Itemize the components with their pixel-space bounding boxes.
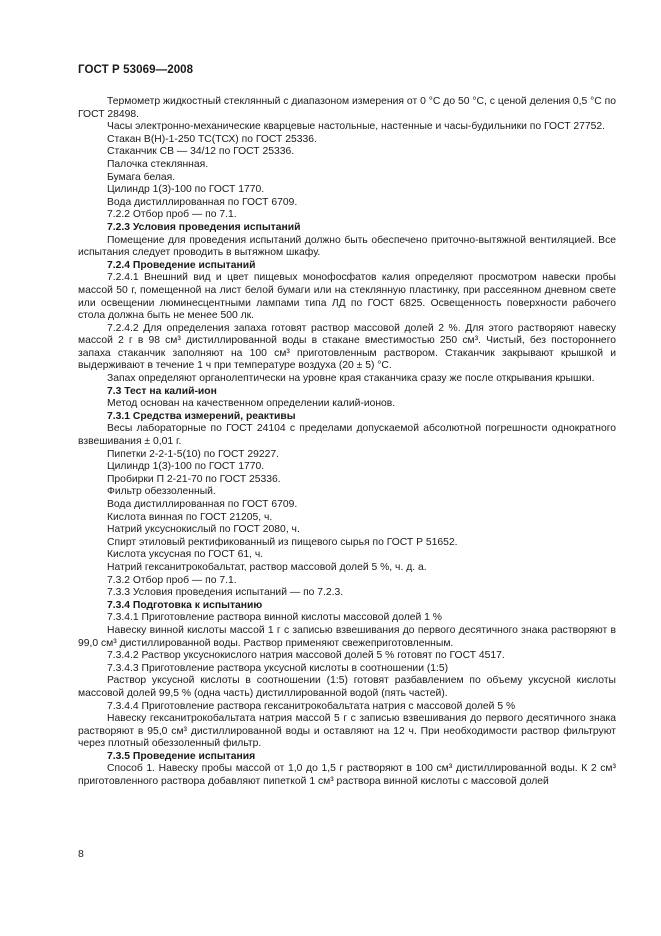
section-7-3-4-3: 7.3.4.3 Приготовление раствора уксусной кислоты в соотношении (1:5) xyxy=(107,662,449,674)
heading-7-2-4: 7.2.4 Проведение испытаний xyxy=(107,259,256,271)
heading-7-3-4: 7.3.4 Подготовка к испытанию xyxy=(107,599,263,611)
paragraph-ethanol: Спирт этиловый ректификованный из пищевого сырья по ГОСТ Р 51652. xyxy=(107,536,458,548)
page-number: 8 xyxy=(78,848,84,860)
section-7-2-2: 7.2.2 Отбор проб — по 7.1. xyxy=(107,209,237,221)
paragraph-clock: Часы электронно-механические кварцевые настольные, настенные и часы-будильники по ГОСТ 27752. xyxy=(107,121,606,133)
section-7-3-4-1: 7.3.4.1 Приготовление раствора винной кислоты массовой долей 1 % xyxy=(107,612,442,624)
paragraph-beaker: Стакан В(Н)-1-250 ТС(ТСХ) по ГОСТ 25336. xyxy=(107,133,317,145)
paragraph-acetic-solution: Раствор уксусной кислоты в соотношении (1:5) готовят разбавлением по объему уксусной кислоты массовой долей 99,5 % (одна часть) дистиллированной водой (пять частей). xyxy=(78,675,616,699)
paragraph-glass-rod: Палочка стеклянная. xyxy=(107,158,209,170)
paragraph-cobaltate-solution: Навеску гексанитрокобальтата натрия массой 5 г с записью взвешивания до первого десятичного знака растворяют в 95,0 см³ дистиллированной воды и оставляют на 12 ч. При необходимости раствор фильтруют через плотный обеззоленный фильтр. xyxy=(78,713,616,750)
paragraph-cylinder: Цилиндр 1(3)-100 по ГОСТ 1770. xyxy=(107,184,265,196)
heading-7-3-5: 7.3.5 Проведение испытания xyxy=(107,750,256,762)
paragraph-scales: Весы лабораторные по ГОСТ 24104 с пределами допускаемой абсолютной погрешности однократного взвешивания ± 0,01 г. xyxy=(78,423,616,448)
paragraph-filter: Фильтр обеззоленный. xyxy=(107,486,216,498)
section-7-3-4-4: 7.3.4.4 Приготовление раствора гексанитрокобальтата натрия с массовой долей 5 % xyxy=(107,700,516,712)
section-7-2-4-2: 7.2.4.2 Для определения запаха готовят раствор массовой долей 2 %. Для этого растворяют навеску массой 2 г в 98 см³ дистиллированной воды в стакане вместимостью 250 см³. Чистый, без постороннего запаха стаканчик заполняют на 100 см³ приготовленным раствором. Стаканчик закрывают крышкой и выдерживают в течение 1 ч при температуре воздуха (20 ± 5) °С. xyxy=(78,322,616,372)
paragraph-distilled-water: Вода дистиллированная по ГОСТ 6709. xyxy=(107,196,298,208)
document-header: ГОСТ Р 53069—2008 xyxy=(78,64,194,76)
paragraph-tartaric-acid: Кислота винная по ГОСТ 21205, ч. xyxy=(107,511,273,523)
paragraph-tartaric-solution: Навеску винной кислоты массой 1 г с записью взвешивания до первого десятичного знака растворяют в 99,0 см³ дистиллированной воды. Раствор применяют свежеприготовленным. xyxy=(78,624,616,649)
section-7-3-2: 7.3.2 Отбор проб — по 7.1. xyxy=(107,574,237,586)
paragraph-white-paper: Бумага белая. xyxy=(107,171,176,183)
heading-7-2-3: 7.2.3 Условия проведения испытаний xyxy=(107,221,301,233)
paragraph-distilled-water-2: Вода дистиллированная по ГОСТ 6709. xyxy=(107,499,298,510)
heading-7-3-1: 7.3.1 Средства измерений, реактивы xyxy=(107,410,296,422)
paragraph-test-tubes: Пробирки П 2-21-70 по ГОСТ 25336. xyxy=(107,473,281,485)
paragraph-odor: Запах определяют органолептически на уровне края стаканчика сразу же после открывания крышки. xyxy=(107,373,595,385)
paragraph-cylinder-2: Цилиндр 1(3)-100 по ГОСТ 1770. xyxy=(107,461,265,473)
section-7-2-4-1: 7.2.4.1 Внешний вид и цвет пищевых монофосфатов калия определяют просмотром навески пробы массой 50 г, помещенной на лист белой бумаги или на стеклянную пластинку, при рассеянном дневном свете или освещении люминесцентными лампами типа ЛД по ГОСТ 6825. Освещенность поверхности рабочего стола должна быть не менее 500 лк. xyxy=(78,272,616,322)
section-7-3-4-2: 7.3.4.2 Раствор уксуснокислого натрия массовой долей 5 % готовят по ГОСТ 4517. xyxy=(107,650,505,662)
paragraph-sodium-acetate: Натрий уксуснокислый по ГОСТ 2080, ч. xyxy=(107,524,300,536)
paragraph-method-1: Способ 1. Навеску пробы массой от 1,0 до 1,5 г растворяют в 100 см³ дистиллированной воды. К 2 см³ приготовленного раствора добавляют пипеткой 1 см³ раствора винной кислоты с массовой долей xyxy=(78,763,616,788)
document-body xyxy=(78,96,616,789)
paragraph-pipettes: Пипетки 2-2-1-5(10) по ГОСТ 29227. xyxy=(107,448,279,460)
paragraph-ventilation: Помещение для проведения испытаний должно быть обеспечено приточно-вытяжной вентиляцией. Все испытания следует проводить в вытяжном шкафу. xyxy=(78,234,616,259)
paragraph-small-beaker: Стаканчик СВ — 34/12 по ГОСТ 25336. xyxy=(107,146,295,158)
section-7-3-3: 7.3.3 Условия проведения испытаний — по 7.2.3. xyxy=(107,587,344,599)
paragraph-thermometer: Термометр жидкостный стеклянный с диапазоном измерения от 0 °С до 50 °С, с ценой деления 0,5 °С по ГОСТ 28498. xyxy=(78,96,616,120)
paragraph-method: Метод основан на качественном определении калий-ионов. xyxy=(107,398,396,410)
heading-7-3: 7.3 Тест на калий-ион xyxy=(107,385,217,397)
paragraph-hexanitrocobaltate: Натрий гексанитрокобальтат, раствор массовой долей 5 %, ч. д. а. xyxy=(107,561,427,573)
paragraph-acetic-acid: Кислота уксусная по ГОСТ 61, ч. xyxy=(107,549,264,561)
